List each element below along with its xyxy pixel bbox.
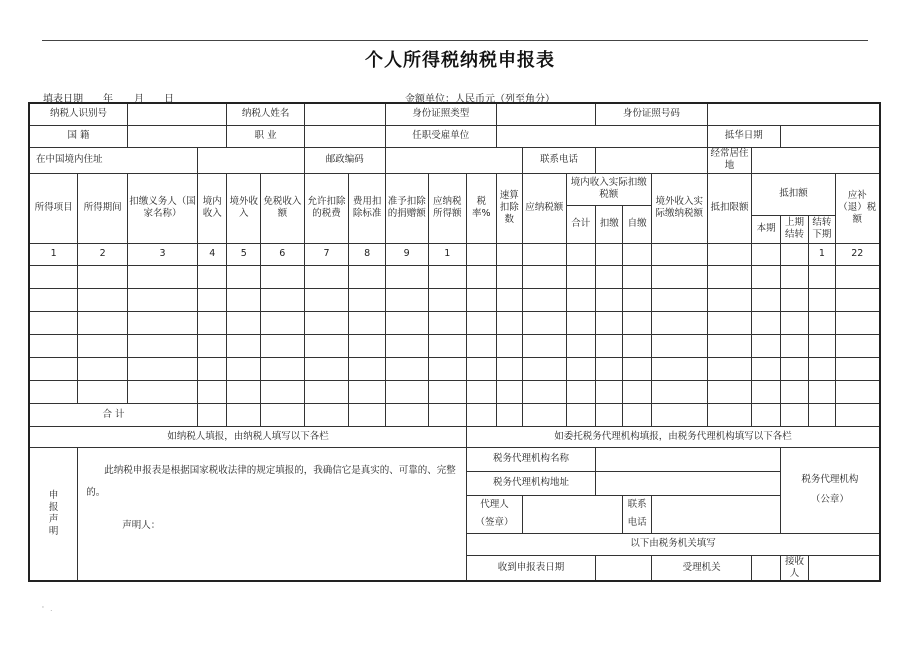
total-row-label: 合 计 — [29, 403, 198, 426]
total-row — [29, 403, 880, 426]
table-cell[interactable] — [227, 288, 261, 311]
fill-month: 月 — [134, 94, 144, 105]
taxpayer-name-field[interactable] — [304, 103, 385, 125]
postcode-field[interactable] — [385, 147, 522, 173]
section-left-heading: 如纳税人填报，由纳税人填写以下各栏 — [29, 426, 467, 447]
table-cell[interactable] — [467, 311, 496, 334]
table-cell[interactable] — [496, 403, 522, 426]
table-cell[interactable] — [227, 334, 261, 357]
col-header-expense-standard: 费用扣除标准 — [349, 173, 386, 243]
table-cell[interactable] — [707, 334, 752, 357]
table-cell[interactable] — [428, 265, 467, 288]
section-right-heading: 如委托税务代理机构填报，由税务代理机构填写以下各栏 — [467, 426, 880, 447]
table-cell[interactable] — [385, 357, 428, 380]
table-cell[interactable] — [385, 288, 428, 311]
table-cell[interactable] — [385, 265, 428, 288]
id-number-label: 身份证照号码 — [596, 103, 708, 125]
agent-seal-box — [780, 447, 880, 533]
table-cell[interactable] — [29, 357, 78, 380]
table-cell[interactable] — [596, 357, 623, 380]
received-date-label: 收到申报表日期 — [467, 555, 596, 581]
table-cell[interactable] — [496, 288, 522, 311]
id-number-field[interactable] — [707, 103, 880, 125]
col-header-domestic-income: 境内收入 — [198, 173, 227, 243]
table-cell[interactable] — [566, 334, 595, 357]
table-cell[interactable] — [496, 311, 522, 334]
table-cell[interactable] — [596, 265, 623, 288]
table-cell[interactable] — [128, 334, 198, 357]
fill-day: 日 — [164, 94, 174, 105]
table-cell[interactable] — [522, 403, 566, 426]
address-field[interactable] — [198, 147, 305, 173]
table-cell[interactable] — [428, 357, 467, 380]
top-rule — [42, 40, 868, 41]
table-cell[interactable] — [623, 380, 651, 403]
table-cell[interactable] — [522, 288, 566, 311]
col-header-withholder: 扣缴义务人（国家名称） — [128, 173, 198, 243]
table-cell[interactable] — [467, 288, 496, 311]
table-cell[interactable] — [780, 357, 808, 380]
table-row — [29, 357, 880, 380]
table-cell[interactable] — [29, 265, 78, 288]
col-header-foreign-paid: 境外收入实际缴纳税额 — [651, 173, 707, 243]
table-cell[interactable] — [707, 403, 752, 426]
table-cell[interactable] — [128, 288, 198, 311]
receiver-label: 接收人 — [780, 555, 808, 581]
table-cell[interactable] — [198, 311, 227, 334]
table-cell[interactable] — [835, 288, 880, 311]
table-cell[interactable] — [496, 265, 522, 288]
col-num-5: 5 — [227, 243, 261, 265]
col-num-8: 8 — [349, 243, 386, 265]
table-cell[interactable] — [304, 265, 349, 288]
tax-form-table — [28, 102, 881, 582]
col-num-empty — [752, 243, 780, 265]
table-cell[interactable] — [522, 311, 566, 334]
table-cell[interactable] — [78, 334, 128, 357]
table-cell[interactable] — [304, 334, 349, 357]
table-cell[interactable] — [596, 288, 623, 311]
agent-org-label: 税务代理机构 — [801, 474, 859, 485]
col-header-domestic-paid: 境内收入实际扣缴税额 — [566, 173, 651, 205]
table-cell[interactable] — [566, 380, 595, 403]
phone-label: 联系电话 — [522, 147, 595, 173]
table-cell[interactable] — [623, 403, 651, 426]
table-cell[interactable] — [78, 311, 128, 334]
table-cell[interactable] — [651, 265, 707, 288]
col-num-4: 4 — [198, 243, 227, 265]
declarant-label: 声明人： — [122, 519, 161, 531]
table-cell[interactable] — [752, 334, 780, 357]
authority-label: 受理机关 — [651, 555, 752, 581]
col-num-21: 1 — [809, 243, 835, 265]
table-cell[interactable] — [128, 265, 198, 288]
table-cell[interactable] — [29, 288, 78, 311]
col-num-empty — [623, 243, 651, 265]
table-cell[interactable] — [385, 403, 428, 426]
col-num-7: 7 — [304, 243, 349, 265]
col-header-withheld: 扣缴 — [596, 205, 623, 243]
fill-year: 年 — [103, 94, 113, 105]
table-row — [29, 380, 880, 403]
table-cell[interactable] — [304, 357, 349, 380]
table-cell[interactable] — [304, 288, 349, 311]
table-cell[interactable] — [623, 357, 651, 380]
agent-contact-cell — [623, 495, 651, 533]
table-cell[interactable] — [29, 311, 78, 334]
table-cell[interactable] — [349, 357, 386, 380]
table-cell[interactable] — [780, 311, 808, 334]
col-header-refund: 应补（退）税 额 — [835, 173, 880, 243]
occupation-label: 职 业 — [227, 125, 304, 147]
postcode-label: 邮政编码 — [304, 147, 385, 173]
table-cell[interactable] — [260, 334, 304, 357]
table-cell[interactable] — [623, 334, 651, 357]
table-cell[interactable] — [128, 311, 198, 334]
table-cell[interactable] — [198, 357, 227, 380]
table-row — [29, 265, 880, 288]
agent-contact-label: 联系 — [627, 499, 647, 510]
table-cell[interactable] — [752, 288, 780, 311]
taxpayer-id-label: 纳税人识别号 — [29, 103, 128, 125]
table-cell[interactable] — [522, 357, 566, 380]
table-cell[interactable] — [227, 357, 261, 380]
table-cell[interactable] — [752, 380, 780, 403]
table-cell[interactable] — [428, 311, 467, 334]
table-cell[interactable] — [623, 288, 651, 311]
agent-person-label: 代理人 — [480, 499, 509, 510]
declaration-box — [78, 447, 467, 581]
table-cell[interactable] — [780, 334, 808, 357]
address-label: 在中国境内住址 — [29, 147, 198, 173]
table-cell[interactable] — [809, 403, 835, 426]
col-num-9: 9 — [385, 243, 428, 265]
table-cell[interactable] — [651, 334, 707, 357]
table-cell[interactable] — [260, 288, 304, 311]
col-num-6: 6 — [260, 243, 304, 265]
receiver-field[interactable] — [809, 555, 880, 581]
table-cell[interactable] — [596, 403, 623, 426]
table-cell[interactable] — [809, 311, 835, 334]
table-cell[interactable] — [566, 357, 595, 380]
col-num-empty — [566, 243, 595, 265]
col-header-allowed-deduction: 允许扣除的税费 — [304, 173, 349, 243]
col-header-total: 合计 — [566, 205, 595, 243]
table-cell[interactable] — [651, 311, 707, 334]
nationality-field[interactable] — [128, 125, 227, 147]
table-cell[interactable] — [496, 380, 522, 403]
agent-phone-label: 电话 — [627, 517, 647, 528]
table-cell[interactable] — [260, 357, 304, 380]
col-num-1: 1 — [29, 243, 78, 265]
taxpayer-id-field[interactable] — [128, 103, 227, 125]
employer-label: 任职受雇单位 — [385, 125, 496, 147]
col-header-donation: 准予扣除的捐赠额 — [385, 173, 428, 243]
residence-field[interactable] — [752, 147, 880, 173]
table-cell[interactable] — [304, 380, 349, 403]
nationality-label: 国 籍 — [29, 125, 128, 147]
table-cell[interactable] — [835, 334, 880, 357]
table-cell[interactable] — [128, 357, 198, 380]
table-cell[interactable] — [349, 380, 386, 403]
table-cell[interactable] — [707, 311, 752, 334]
received-date-field[interactable] — [596, 555, 652, 581]
table-cell[interactable] — [752, 265, 780, 288]
col-header-tax-payable: 应纳税额 — [522, 173, 566, 243]
table-cell[interactable] — [651, 288, 707, 311]
col-num-3: 3 — [128, 243, 198, 265]
table-cell[interactable] — [651, 403, 707, 426]
col-num-empty — [496, 243, 522, 265]
table-cell[interactable] — [428, 380, 467, 403]
table-cell[interactable] — [835, 357, 880, 380]
col-header-taxable-income: 应纳税所得额 — [428, 173, 467, 243]
agent-address-label: 税务代理机构地址 — [467, 471, 596, 495]
col-header-period: 所得期间 — [78, 173, 128, 243]
col-header-quick-deduction: 速算扣除数 — [496, 173, 522, 243]
table-cell[interactable] — [428, 403, 467, 426]
id-type-field[interactable] — [496, 103, 595, 125]
table-cell[interactable] — [596, 311, 623, 334]
table-cell[interactable] — [260, 403, 304, 426]
table-cell[interactable] — [566, 288, 595, 311]
table-cell[interactable] — [260, 380, 304, 403]
table-cell[interactable] — [78, 380, 128, 403]
table-cell[interactable] — [349, 288, 386, 311]
table-cell[interactable] — [809, 357, 835, 380]
tax-office-heading: 以下由税务机关填写 — [467, 533, 880, 555]
employer-field[interactable] — [496, 125, 707, 147]
col-num-empty — [707, 243, 752, 265]
id-type-label: 身份证照类型 — [385, 103, 496, 125]
table-cell[interactable] — [467, 334, 496, 357]
table-cell[interactable] — [467, 265, 496, 288]
table-cell[interactable] — [835, 311, 880, 334]
agent-phone-field[interactable] — [651, 495, 780, 533]
table-cell[interactable] — [349, 311, 386, 334]
table-row — [29, 288, 880, 311]
table-cell[interactable] — [780, 380, 808, 403]
table-cell[interactable] — [835, 265, 880, 288]
currency-note: 金额单位：人民币元（列至角分） — [405, 94, 555, 105]
table-cell[interactable] — [566, 403, 595, 426]
col-num-2: 2 — [78, 243, 128, 265]
col-header-this-period: 本期 — [752, 215, 780, 243]
table-cell[interactable] — [349, 265, 386, 288]
table-cell[interactable] — [227, 265, 261, 288]
table-cell[interactable] — [596, 334, 623, 357]
table-cell[interactable] — [260, 311, 304, 334]
table-cell[interactable] — [835, 380, 880, 403]
form-title: 个人所得税纳税申报表 — [365, 50, 555, 71]
phone-field[interactable] — [596, 147, 708, 173]
table-cell[interactable] — [752, 357, 780, 380]
col-header-exempt-income: 免税收入额 — [260, 173, 304, 243]
table-cell[interactable] — [809, 288, 835, 311]
table-cell[interactable] — [29, 380, 78, 403]
table-cell[interactable] — [623, 265, 651, 288]
col-num-empty — [596, 243, 623, 265]
table-cell[interactable] — [809, 380, 835, 403]
table-cell[interactable] — [428, 288, 467, 311]
table-cell[interactable] — [385, 334, 428, 357]
table-cell[interactable] — [467, 403, 496, 426]
col-num-empty — [780, 243, 808, 265]
col-header-credit-limit: 抵扣限额 — [707, 173, 752, 243]
arrival-date-label: 抵华日期 — [707, 125, 780, 147]
table-cell[interactable] — [385, 380, 428, 403]
table-cell[interactable] — [467, 357, 496, 380]
agent-person-field[interactable] — [522, 495, 623, 533]
fill-date-label: 填表日期 — [43, 94, 83, 105]
table-cell[interactable] — [707, 265, 752, 288]
table-cell[interactable] — [385, 311, 428, 334]
col-num-empty — [467, 243, 496, 265]
agent-seal-label: （公章） — [810, 494, 849, 505]
table-cell[interactable] — [198, 380, 227, 403]
table-cell[interactable] — [29, 334, 78, 357]
table-cell[interactable] — [752, 403, 780, 426]
table-cell[interactable] — [651, 357, 707, 380]
table-cell[interactable] — [78, 265, 128, 288]
table-cell[interactable] — [128, 380, 198, 403]
declaration-text: 此纳税申报表是根据国家税收法律的规定填报的，我确信它是真实的、可靠的、完整的。 — [86, 464, 456, 498]
col-header-credit-group: 抵扣额 — [752, 173, 835, 215]
table-cell[interactable] — [623, 311, 651, 334]
table-cell[interactable] — [467, 380, 496, 403]
table-cell[interactable] — [566, 311, 595, 334]
agent-address-field[interactable] — [596, 471, 781, 495]
table-cell[interactable] — [522, 265, 566, 288]
table-cell[interactable] — [809, 265, 835, 288]
table-cell[interactable] — [260, 265, 304, 288]
table-cell[interactable] — [651, 380, 707, 403]
col-num-22: 22 — [835, 243, 880, 265]
table-cell[interactable] — [707, 380, 752, 403]
col-num-empty — [522, 243, 566, 265]
table-cell[interactable] — [227, 403, 261, 426]
col-header-foreign-income: 境外收入 — [227, 173, 261, 243]
table-cell[interactable] — [780, 403, 808, 426]
table-cell[interactable] — [349, 403, 386, 426]
col-num-10: 1 — [428, 243, 467, 265]
col-header-next-carry: 结转下期 — [809, 215, 835, 243]
table-row — [29, 334, 880, 357]
authority-field[interactable] — [752, 555, 780, 581]
table-cell[interactable] — [428, 334, 467, 357]
table-cell[interactable] — [522, 380, 566, 403]
arrival-date-field[interactable] — [780, 125, 880, 147]
table-cell[interactable] — [780, 265, 808, 288]
table-cell[interactable] — [496, 357, 522, 380]
table-cell[interactable] — [349, 334, 386, 357]
col-header-self-paid: 自缴 — [623, 205, 651, 243]
table-cell[interactable] — [198, 288, 227, 311]
table-cell[interactable] — [227, 311, 261, 334]
table-cell[interactable] — [304, 403, 349, 426]
table-cell[interactable] — [78, 357, 128, 380]
agent-name-label: 税务代理机构名称 — [467, 447, 596, 471]
agent-name-field[interactable] — [596, 447, 781, 471]
col-header-rate: 税率% — [467, 173, 496, 243]
table-cell[interactable] — [78, 288, 128, 311]
col-header-prior-carry: 上期结转 — [780, 215, 808, 243]
table-cell[interactable] — [198, 403, 227, 426]
agent-sign-label: （签章） — [475, 517, 514, 528]
table-row — [29, 311, 880, 334]
table-cell[interactable] — [496, 334, 522, 357]
table-cell[interactable] — [809, 334, 835, 357]
footer-mark: ' . — [42, 605, 55, 613]
table-cell[interactable] — [752, 311, 780, 334]
table-cell[interactable] — [566, 265, 595, 288]
declaration-side-label — [29, 447, 78, 581]
declaration-side-label-text: 申报声明 — [48, 489, 59, 537]
occupation-field[interactable] — [304, 125, 385, 147]
taxpayer-name-label: 纳税人姓名 — [227, 103, 304, 125]
table-cell[interactable] — [707, 288, 752, 311]
table-cell[interactable] — [835, 403, 880, 426]
table-cell[interactable] — [227, 380, 261, 403]
residence-label: 经常居住地 — [707, 147, 752, 173]
table-cell[interactable] — [198, 334, 227, 357]
table-cell[interactable] — [522, 334, 566, 357]
col-header-item: 所得项目 — [29, 173, 78, 243]
table-cell[interactable] — [198, 265, 227, 288]
table-cell[interactable] — [596, 380, 623, 403]
agent-person-cell — [467, 495, 523, 533]
table-cell[interactable] — [780, 288, 808, 311]
table-cell[interactable] — [304, 311, 349, 334]
col-num-empty — [651, 243, 707, 265]
table-cell[interactable] — [707, 357, 752, 380]
